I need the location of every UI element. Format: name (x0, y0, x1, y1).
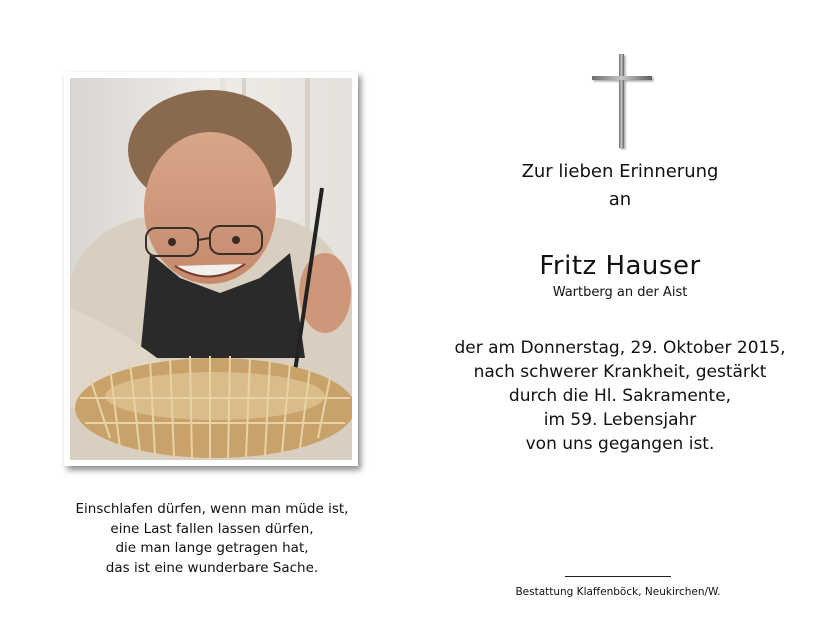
divider-line (565, 576, 671, 577)
poem-line: eine Last fallen lassen dürfen, (110, 520, 314, 537)
poem-line: Einschlafen dürfen, wenn man müde ist, (75, 501, 349, 517)
notice-line: von uns gegangen ist. (525, 434, 715, 454)
deceased-name: Fritz Hauser (539, 251, 701, 281)
notice-line: der am Donnerstag, 29. Oktober 2015, (454, 338, 786, 358)
portrait-photo-frame (64, 72, 358, 466)
death-notice-text (415, 336, 825, 456)
undertaker-credit: Bestattung Klaffenböck, Neukirchen/W. (515, 586, 721, 598)
heading (415, 158, 825, 214)
heading-line: an (608, 189, 632, 210)
cross-icon (589, 52, 655, 150)
heading-line: Zur lieben Erinnerung (521, 161, 719, 182)
deceased-place: Wartberg an der Aist (552, 285, 688, 300)
portrait-photo (70, 78, 352, 460)
poem-line: die man lange getragen hat, (115, 540, 309, 556)
notice-line: durch die Hl. Sakramente, (508, 386, 732, 406)
notice-line: nach schwerer Krankheit, gestärkt (473, 362, 767, 382)
notice-line: im 59. Lebensjahr (543, 410, 697, 430)
poem-line: das ist eine wunderbare Sache. (105, 559, 319, 576)
poem (40, 500, 384, 578)
